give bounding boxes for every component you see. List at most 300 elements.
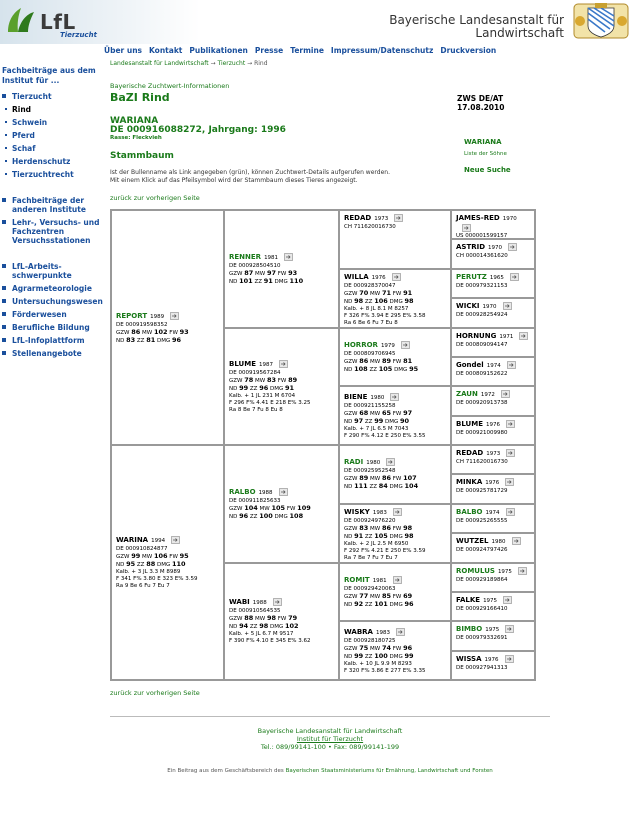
value-number: 93 (288, 268, 298, 277)
animal-name-text[interactable]: REPORT (116, 311, 148, 320)
pedigree-cell-content (229, 253, 335, 286)
pedigree-cell-content (344, 508, 447, 562)
bullet-icon (2, 299, 6, 303)
pedigree-arrow-icon[interactable] (512, 537, 521, 545)
animal-name[interactable] (456, 625, 531, 635)
nav-impressum[interactable]: Impressum/Datenschutz (330, 46, 434, 55)
value-label: ZZ (364, 418, 373, 425)
pedigree-cell (451, 357, 535, 386)
animal-name-text: JAMES-RED (456, 214, 500, 222)
sidebar-item-label: Berufliche Bildung (12, 323, 90, 332)
nav-ueber-uns[interactable]: Über uns (104, 46, 142, 55)
value-label: MW (255, 616, 266, 623)
animal-id: DE 000929166410 (456, 605, 508, 612)
sidebar-item-label: LfL-Infoplattform (12, 336, 85, 345)
pedigree-arrow-icon[interactable] (503, 302, 512, 310)
animal-year: 1988 (258, 489, 273, 496)
info-line-2: Mit einem Klick auf das Pfeilsymbol wird der Stammbaum dieses Tieres angezeigt. (110, 177, 358, 184)
sidebar-item-schwein[interactable] (0, 116, 100, 129)
pedigree-arrow-icon[interactable] (392, 273, 401, 281)
animal-id: DE 000919598352 (116, 321, 168, 328)
value-label: FW (392, 593, 402, 600)
performance-line: Ra 9 Be 6 Fu 7 Eu 7 (116, 583, 170, 589)
bullet-icon (2, 312, 6, 316)
animal-year: 1980 (370, 394, 385, 401)
animal-year: 1965 (489, 274, 504, 281)
animal-id: DE 000925265555 (456, 517, 508, 524)
back-link-top[interactable]: zurück zur vorherigen Seite (110, 194, 200, 202)
value-label: ND (116, 562, 125, 568)
animal-name (344, 508, 447, 518)
pedigree-cell-content (456, 625, 531, 642)
value-label: DMG (274, 278, 288, 285)
sidebar-spacer (0, 181, 100, 194)
sidebar-item-arbeitsschwerpunkte[interactable] (0, 260, 100, 282)
breadcrumb-separator: → (247, 60, 253, 67)
value-number: 93 (179, 327, 189, 336)
pedigree-arrow-icon[interactable] (386, 458, 395, 466)
animal-name[interactable] (116, 312, 220, 322)
footer-institute-link[interactable]: Institut für Tierzucht (296, 735, 364, 743)
value-number: 91 (285, 383, 295, 392)
sidebar-item-pferd[interactable] (0, 129, 100, 142)
animal-id: DE 000928504510 (229, 262, 281, 269)
value-label: DMG (157, 337, 171, 344)
pedigree-cell-content (344, 273, 447, 327)
pedigree-arrow-icon[interactable] (506, 420, 515, 428)
animal-name (456, 596, 531, 606)
breeding-values (344, 601, 447, 609)
pedigree-cell-content (344, 393, 447, 440)
animal-breed: Rasse: Fleckvieh (110, 135, 162, 141)
value-label: ND (344, 601, 353, 608)
pedigree-arrow-icon[interactable] (279, 360, 288, 368)
breeding-values (344, 298, 447, 306)
value-number: 85 (381, 591, 391, 600)
value-number: 68 (359, 408, 369, 417)
value-label: GZW (116, 329, 130, 336)
performance-line: Ra 6 Be 6 Fu 7 Eu 8 (344, 319, 398, 326)
animal-name[interactable] (344, 458, 447, 468)
nav-druckversion[interactable]: Druckversion (440, 46, 497, 55)
sidebar-item-untersuchungswesen[interactable] (0, 295, 103, 308)
animal-name-text: WUTZEL (456, 537, 489, 546)
animal-id: DE 000809094147 (456, 341, 508, 348)
animal-name (456, 478, 531, 488)
page-title: BaZI Rind (110, 91, 170, 104)
animal-id: DE 000928180725 (344, 637, 396, 644)
value-label: ZZ (136, 337, 145, 344)
value-label: MW (370, 290, 381, 297)
sidebar-item-herdenschutz[interactable] (0, 155, 100, 168)
footer-divider (110, 716, 550, 717)
performance-line: Kalb. + 3 JL 3.3 M 8989 (116, 569, 181, 575)
animal-id: DE 000916088272, Jahrgang: 1996 (110, 125, 286, 135)
value-label: FW (169, 554, 178, 560)
sidebar-item-foerderwesen[interactable] (0, 308, 100, 321)
animal-year: 1980 (366, 460, 381, 467)
breadcrumb-landesanstalt[interactable]: Landesanstalt für Landwirtschaft (110, 60, 209, 67)
animal-year: 1981 (372, 577, 387, 584)
pedigree-arrow-icon[interactable] (505, 655, 514, 663)
animal-name-text[interactable]: PERUTZ (456, 272, 487, 281)
animal-name[interactable] (456, 567, 531, 577)
breadcrumb-separator: → (210, 60, 216, 67)
animal-name-text[interactable]: RALBO (229, 487, 256, 496)
pedigree-cell (224, 210, 339, 328)
value-label: ND (344, 653, 353, 660)
value-number: 96 (403, 643, 413, 652)
sidebar-item-infoplattform[interactable] (0, 334, 100, 347)
sidebar-item-label: Pferd (12, 131, 35, 140)
pedigree-cell-content (344, 628, 447, 675)
pedigree-arrow-icon[interactable] (501, 390, 510, 398)
animal-name-text: WICKI (456, 302, 480, 311)
sidebar-item-label: Lehr-, Versuchs- und Fachzentren Versuchsstationen (12, 218, 100, 245)
pedigree-arrow-icon[interactable] (506, 449, 515, 457)
animal-id: DE 000910564535 (229, 608, 281, 615)
animal-name-text[interactable]: HORROR (344, 340, 378, 349)
nav-termine[interactable]: Termine (290, 46, 324, 55)
value-label: ZZ (364, 533, 373, 540)
value-label: GZW (229, 616, 243, 623)
pedigree-cell (339, 386, 451, 445)
value-label: ZZ (249, 385, 258, 392)
back-link-bottom[interactable]: zurück zur vorherigen Seite (110, 689, 200, 697)
sidebar-item-stellenangebote[interactable] (0, 347, 100, 360)
footer-note (110, 768, 550, 774)
animal-year: 1974 (486, 362, 501, 369)
value-label: DMG (389, 533, 403, 540)
pedigree-arrow-icon[interactable] (505, 625, 514, 633)
value-number: 102 (153, 327, 168, 336)
nav-kontakt[interactable]: Kontakt (149, 46, 183, 55)
pedigree-arrow-icon[interactable] (508, 243, 517, 251)
pedigree-arrow-icon[interactable] (284, 253, 293, 261)
animal-year: 1970 (488, 245, 503, 252)
pedigree-arrow-icon[interactable] (170, 312, 179, 320)
value-label: GZW (344, 593, 358, 600)
pedigree-cell-content (344, 576, 447, 609)
pedigree-cell-content (229, 488, 335, 521)
value-number: 97 (403, 408, 413, 417)
value-number: 77 (359, 591, 369, 600)
value-label: FW (392, 476, 402, 483)
animal-name[interactable] (456, 390, 531, 400)
breadcrumb-rind: Rind (254, 60, 268, 67)
value-number: 89 (288, 375, 298, 384)
value-number: 89 (359, 474, 369, 483)
pedigree-arrow-icon[interactable] (401, 341, 410, 349)
animal-link[interactable]: WARIANA (464, 138, 502, 146)
animal-name[interactable] (456, 273, 531, 283)
bullet-icon (2, 264, 6, 268)
animal-name-text[interactable]: ROMIT (344, 575, 370, 584)
value-number: 91 (403, 288, 413, 297)
pedigree-cell (224, 563, 339, 681)
performance-line: Ra 7 Be 7 Fu 7 Eu 7 (344, 554, 398, 561)
sidebar-item-agrarmeteorologie[interactable] (0, 282, 100, 295)
pedigree-cell-content (456, 390, 531, 407)
pedigree-arrow-icon[interactable] (507, 361, 516, 369)
value-label: DMG (389, 653, 403, 660)
pedigree-arrow-icon[interactable] (518, 567, 527, 575)
sidebar-item-lehrzentren[interactable] (0, 216, 100, 247)
pedigree-arrow-icon[interactable] (510, 273, 519, 281)
value-number: 99 (354, 651, 364, 660)
pedigree-arrow-icon[interactable] (273, 598, 282, 606)
value-label: GZW (229, 505, 243, 512)
pedigree-cell-content (456, 449, 531, 466)
animal-name-text: WISKY (344, 507, 370, 516)
bavarian-crest-icon (572, 2, 630, 40)
animal-name (229, 360, 335, 370)
value-number: 99 (239, 383, 249, 392)
value-number: 101 (239, 276, 253, 285)
breeding-values (344, 653, 447, 661)
breadcrumb (110, 60, 268, 67)
performance-line: Ra 8 Be 7 Fu 8 Eu 8 (229, 406, 283, 413)
animal-name[interactable] (229, 253, 335, 263)
institute-line-1: Bayerische Landesanstalt für (389, 13, 564, 27)
value-label: FW (392, 410, 402, 417)
new-search-link[interactable]: Neue Suche (464, 166, 511, 174)
animal-name (456, 243, 531, 253)
value-label: DMG (389, 484, 403, 491)
pedigree-cell (451, 416, 535, 445)
sidebar-item-label: Schaf (12, 144, 36, 153)
value-number: 75 (359, 643, 369, 652)
animal-year: 1981 (264, 254, 279, 261)
value-label: DMG (385, 418, 399, 425)
value-number: 81 (146, 335, 156, 344)
value-number: 98 (259, 622, 269, 631)
value-number: 105 (271, 503, 286, 512)
pedigree-cell (451, 328, 535, 357)
value-label: DMG (274, 513, 288, 520)
pedigree-cell (451, 210, 535, 239)
logo-text[interactable]: LfL (40, 10, 76, 34)
pedigree-cell (451, 269, 535, 298)
bullet-icon (5, 121, 7, 123)
sidebar-item-tierzucht[interactable] (0, 90, 100, 103)
animal-name-text: WABRA (344, 627, 373, 636)
value-number: 102 (285, 622, 299, 631)
value-number: 105 (378, 364, 393, 373)
value-number: 83 (126, 335, 136, 344)
pedigree-arrow-icon[interactable] (519, 332, 528, 340)
value-number: 90 (400, 416, 410, 425)
sidebar-item-label: Untersuchungswesen (12, 297, 103, 306)
pedigree-table (110, 209, 536, 681)
left-sidebar (0, 66, 103, 360)
pedigree-arrow-icon[interactable] (393, 508, 402, 516)
site-header (0, 0, 636, 44)
ministry-link[interactable]: Bayerischen Staatsministeriums für Ernährung, Landwirtschaft und Forsten (285, 768, 493, 774)
info-line-1: Ist der Bullenname als Link angegeben (grün), können Zuchtwert-Details aufgerufen werden. (110, 169, 390, 176)
animal-id: DE 000809706945 (344, 350, 396, 357)
animal-id: DE 000911825633 (229, 497, 281, 504)
performance-line: F 390 F% 4.10 E 345 E% 3.62 (229, 638, 311, 645)
animal-name-text[interactable]: RENNER (229, 252, 262, 261)
animal-name-text: BLUME (229, 359, 256, 368)
footer-contact: Tel.: 089/99141-100 • Fax: 089/99141-199 (260, 743, 400, 751)
value-number: 78 (244, 375, 254, 384)
animal-year: 1988 (252, 600, 267, 607)
value-label: MW (255, 270, 266, 277)
pedigree-arrow-icon[interactable] (279, 488, 288, 496)
sidebar-item-label: Tierzucht (12, 92, 52, 101)
value-number: 83 (266, 375, 276, 384)
animal-id: DE 000979321153 (456, 282, 508, 289)
animal-name-text: WISSA (456, 654, 482, 663)
breeding-values (229, 623, 335, 631)
animal-name[interactable] (344, 576, 447, 586)
value-label: ND (116, 337, 125, 344)
breeding-values (116, 561, 220, 569)
value-label: ZZ (369, 484, 377, 491)
animal-year: 1983 (372, 509, 387, 516)
pedigree-arrow-icon[interactable] (396, 628, 405, 636)
animal-name-text[interactable]: BIMBO (456, 625, 483, 634)
value-label: ZZ (249, 513, 258, 520)
pedigree-cell (451, 563, 535, 592)
animal-name (456, 449, 531, 459)
value-label: ND (229, 513, 238, 520)
animal-name (344, 393, 447, 403)
animal-name-text[interactable]: ROMULUS (456, 566, 495, 575)
pedigree-cell-content (456, 567, 531, 584)
value-number: 105 (374, 531, 388, 540)
sidebar-item-tierzuchtrecht[interactable] (0, 168, 100, 181)
sidebar-item-berufliche-bildung[interactable] (0, 321, 100, 334)
value-number: 79 (288, 614, 298, 623)
pedigree-cell-content (456, 420, 531, 437)
animal-year: 1971 (499, 333, 514, 340)
sons-list-link[interactable]: Liste der Söhne (464, 151, 507, 157)
footer-institute: Bayerische Landesanstalt für Landwirtschaft (257, 727, 403, 735)
pedigree-arrow-icon[interactable] (506, 508, 515, 516)
sidebar-item-schaf[interactable] (0, 142, 100, 155)
breeding-values (229, 513, 335, 521)
performance-line: Kalb. + 8 JL 8.1 M 8257 (344, 305, 409, 312)
pedigree-arrow-icon[interactable] (394, 214, 403, 222)
value-label: FW (392, 358, 402, 365)
sidebar-item-label: Fachbeiträge der anderen Institute (12, 196, 86, 214)
value-label: ZZ (364, 653, 373, 660)
value-label: FW (277, 270, 287, 277)
pedigree-arrow-icon[interactable] (462, 224, 471, 232)
value-number: 108 (354, 364, 368, 373)
breeding-values (344, 533, 447, 541)
animal-name (456, 214, 531, 233)
performance-line: F 320 F% 3.86 E 277 E% 3.35 (344, 667, 426, 674)
animal-year: 1975 (483, 597, 498, 604)
animal-id: DE 000928254924 (456, 312, 508, 319)
value-number: 92 (354, 599, 364, 608)
value-number: 98 (403, 523, 413, 532)
animal-year: 1975 (497, 568, 512, 575)
value-number: 98 (404, 296, 414, 305)
pedigree-cell (451, 592, 535, 621)
animal-name[interactable] (229, 488, 335, 498)
animal-id: DE 000921009980 (456, 429, 508, 436)
sidebar-item-label: Herdenschutz (12, 157, 71, 166)
section-pretitle: Bayerische Zuchtwert-Informationen (110, 82, 230, 90)
nav-publikationen[interactable]: Publikationen (189, 46, 248, 55)
animal-id: DE 000925952548 (344, 468, 396, 475)
value-label: DMG (270, 624, 284, 631)
value-label: DMG (270, 385, 284, 392)
performance-line: Kalb. + 5 JL 6.7 M 9517 (229, 631, 294, 638)
animal-name (229, 598, 335, 608)
animal-id: DE 000809152622 (456, 370, 508, 377)
pedigree-arrow-icon[interactable] (393, 576, 402, 584)
value-number: 74 (381, 643, 391, 652)
pedigree-arrow-icon[interactable] (505, 478, 514, 486)
value-label: ND (229, 624, 238, 631)
nav-presse[interactable]: Presse (254, 46, 284, 55)
sidebar-item-label: LfL-Arbeits-schwerpunkte (12, 262, 72, 280)
animal-name-text[interactable]: RADI (344, 458, 364, 467)
pedigree-cell (451, 474, 535, 503)
value-number: 71 (381, 288, 391, 297)
sidebar-item-rind[interactable] (0, 103, 100, 116)
lfl-logo-icon[interactable] (4, 2, 38, 36)
value-label: DMG (389, 601, 403, 608)
animal-year: 1976 (485, 421, 500, 428)
value-label: GZW (344, 645, 358, 652)
pedigree-arrow-icon[interactable] (171, 536, 180, 544)
animal-name[interactable] (456, 508, 531, 518)
animal-id: CH 711620016730 (344, 224, 396, 230)
sidebar-item-label: Schwein (12, 118, 48, 127)
breadcrumb-tierzucht[interactable]: Tierzucht (217, 60, 246, 67)
value-label: ZZ (364, 298, 373, 305)
value-number: 100 (259, 511, 273, 520)
pedigree-cell (224, 445, 339, 563)
animal-year: 1994 (151, 538, 166, 544)
animal-name-text[interactable]: ZAUN (456, 390, 478, 399)
value-label: ND (344, 484, 353, 491)
pedigree-cell (451, 445, 535, 474)
pedigree-arrow-icon[interactable] (390, 393, 399, 401)
sidebar-item-fachbeitraege-andere[interactable] (0, 194, 100, 216)
bullet-icon (5, 160, 7, 162)
value-label: GZW (116, 554, 130, 560)
animal-year: 1983 (375, 629, 390, 636)
pedigree-cell-content (456, 655, 531, 672)
value-number: 91 (354, 531, 364, 540)
pedigree-cell (111, 210, 224, 445)
animal-name[interactable] (344, 341, 447, 351)
sidebar-item-label: Agrarmeteorologie (12, 284, 92, 293)
value-number: 99 (404, 651, 414, 660)
value-number: 96 (259, 383, 269, 392)
animal-name-text[interactable]: BALBO (456, 507, 483, 516)
pedigree-arrow-icon[interactable] (503, 596, 512, 604)
value-label: ZZ (364, 601, 373, 608)
animal-name-text: REDAD (344, 214, 372, 222)
animal-year: 1976 (484, 656, 499, 663)
performance-line: Kalb. + 7 JL 6.5 M 7043 (344, 425, 409, 432)
animal-name-text: HORNUNG (456, 331, 497, 340)
breeding-values (344, 483, 447, 491)
animal-name (344, 273, 447, 283)
animal-year: 1987 (258, 361, 273, 368)
value-label: DMG (389, 298, 403, 305)
value-label: FW (169, 329, 178, 336)
